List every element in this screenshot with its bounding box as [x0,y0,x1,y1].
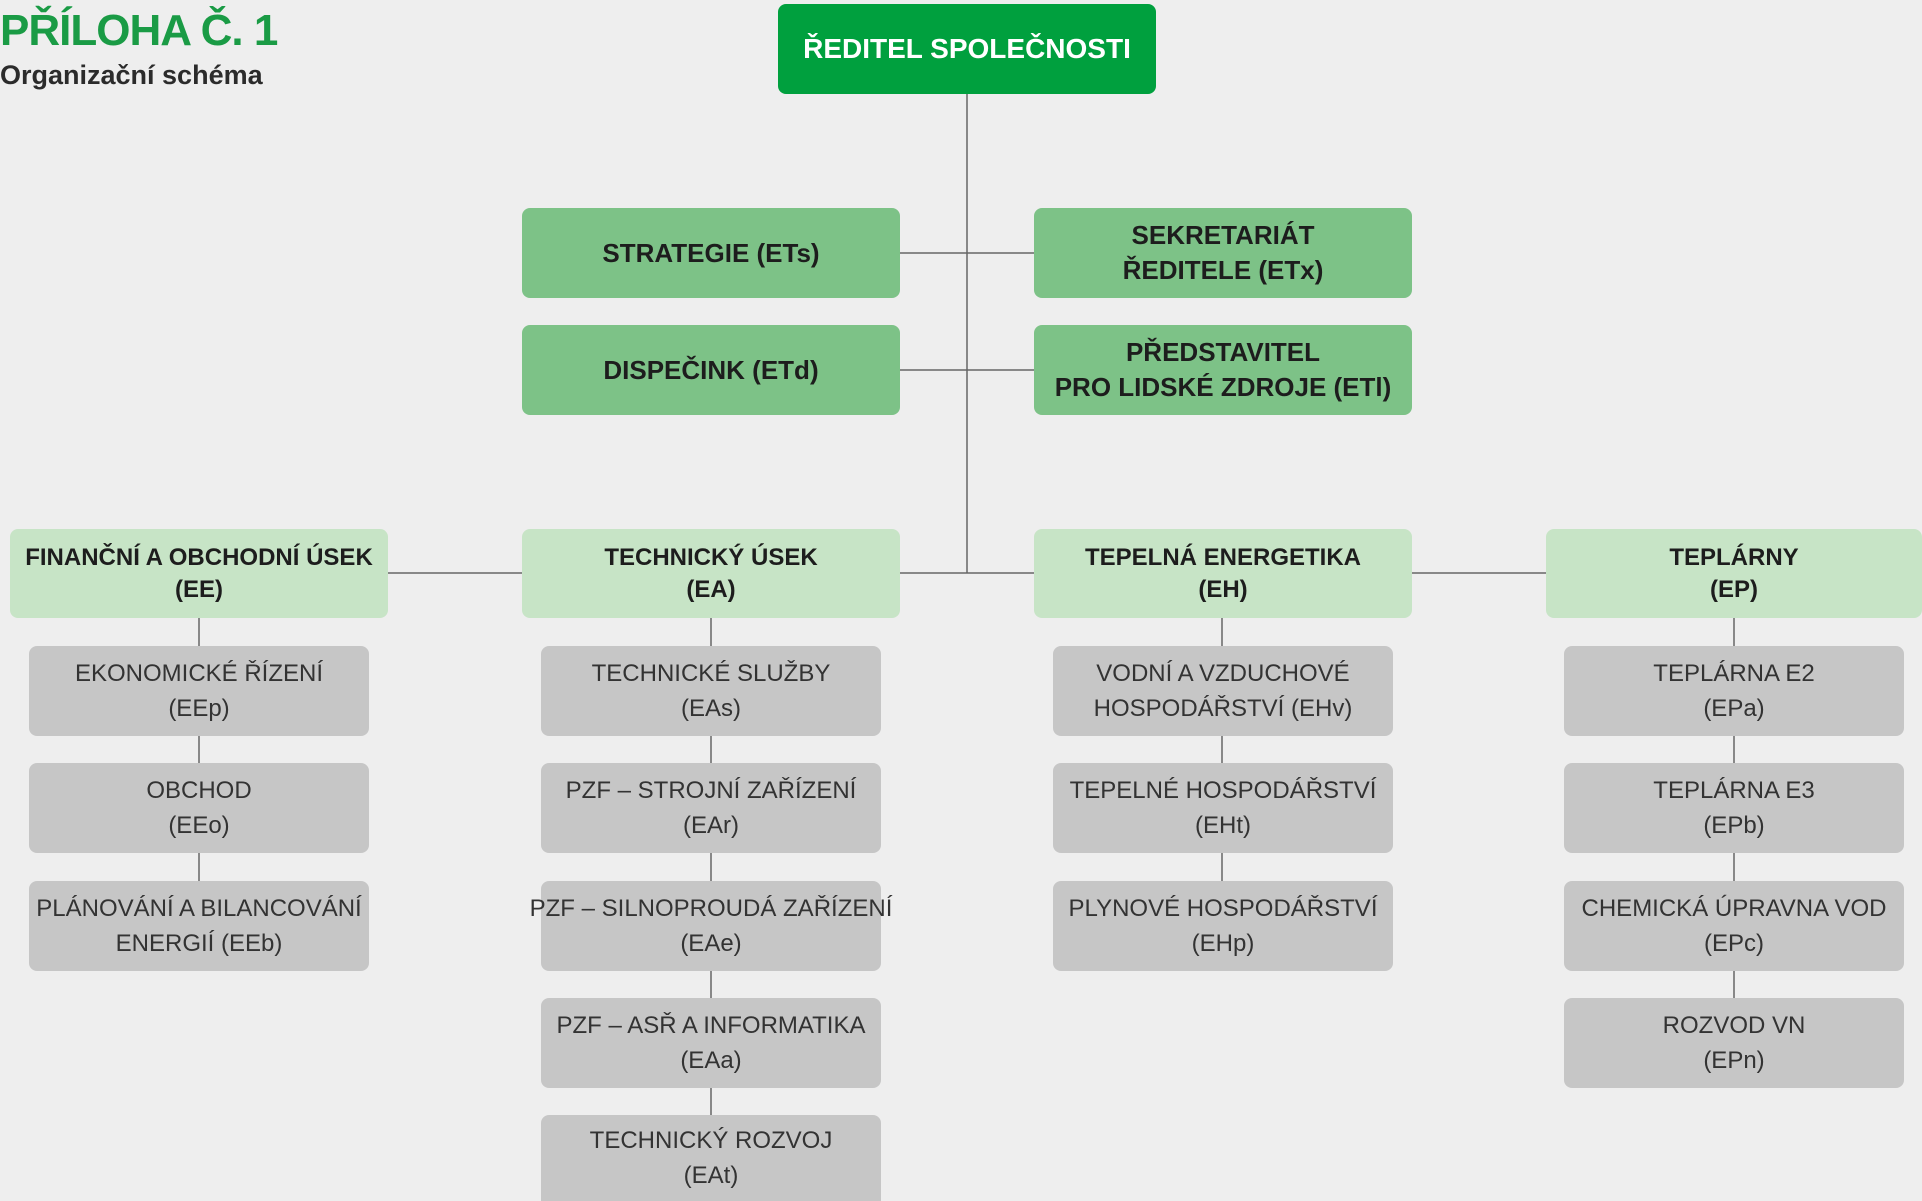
unit-line1: EKONOMICKÉ ŘÍZENÍ [74,660,324,687]
unit-line2: (EHp) [1191,930,1255,957]
unit-box [29,881,369,971]
unit-box [541,646,881,736]
box-director [778,4,1156,94]
unit-line1: VODNÍ A VZDUCHOVÉ [1096,660,1350,687]
box-director-label: ŘEDITEL SPOLEČNOSTI [803,33,1131,64]
unit-line2: (EPc) [1704,930,1764,957]
division-ea-line1: TECHNICKÝ ÚSEK [604,543,818,571]
unit-line2: (EHt) [1195,812,1251,839]
unit-line2: (EAr) [683,812,739,839]
box-division-eh [1034,529,1412,618]
unit-line2: (EAe) [680,930,742,957]
unit-line1: TEPLÁRNA E3 [1653,777,1815,804]
box-predstavitel [1034,325,1412,415]
unit-line1: TECHNICKÝ ROZVOJ [589,1127,833,1154]
box-strategie [522,208,900,298]
division-ep-line2: (EP) [1710,575,1758,603]
unit-line2: (EAa) [680,1047,742,1074]
division-ee-line1: FINANČNÍ A OBCHODNÍ ÚSEK [25,543,373,571]
unit-box [1564,998,1904,1088]
unit-line1: TEPELNÉ HOSPODÁŘSTVÍ [1069,777,1377,804]
unit-line1: TEPLÁRNA E2 [1653,660,1815,687]
unit-line1: PZF – ASŘ A INFORMATIKA [556,1012,866,1039]
page-subtitle: Organizační schéma [0,60,263,90]
unit-box [541,763,881,853]
unit-line2: (EEo) [168,812,230,839]
division-eh-line1: TEPELNÁ ENERGETIKA [1084,543,1362,571]
division-ep-line1: TEPLÁRNY [1669,543,1799,571]
box-division-ee [10,529,388,618]
unit-box [1564,881,1904,971]
unit-line2: (EPn) [1703,1047,1765,1074]
box-predstavitel-line2: PRO LIDSKÉ ZDROJE (ETl) [1054,372,1392,402]
box-sekretariat-line1: SEKRETARIÁT [1131,220,1315,250]
division-eh-line2: (EH) [1198,575,1248,603]
division-ea-line2: (EA) [686,575,736,603]
unit-box [541,998,881,1088]
unit-line1: TECHNICKÉ SLUŽBY [591,660,831,687]
unit-box [1564,646,1904,736]
box-dispecink [522,325,900,415]
unit-box [1053,763,1393,853]
unit-line2: ENERGIÍ (EEb) [115,930,283,957]
box-division-ea [522,529,900,618]
box-division-ep [1546,529,1922,618]
box-dispecink-label: DISPEČINK (ETd) [603,354,819,385]
unit-line1: ROZVOD VN [1662,1012,1806,1039]
unit-line2: HOSPODÁŘSTVÍ (EHv) [1093,695,1353,722]
unit-box [541,1115,881,1201]
box-sekretariat [1034,208,1412,298]
unit-line1: PLÁNOVÁNÍ A BILANCOVÁNÍ [36,895,362,922]
box-sekretariat-line2: ŘEDITELE (ETx) [1122,255,1324,285]
unit-box [529,881,893,971]
page-title: PŘÍLOHA Č. 1 [0,6,278,55]
unit-box [1564,763,1904,853]
unit-box [1053,646,1393,736]
unit-box [29,646,369,736]
unit-line2: (EAt) [683,1162,739,1189]
unit-line2: (EPa) [1703,695,1765,722]
unit-line1: PZF – STROJNÍ ZAŘÍZENÍ [565,777,857,804]
division-ee-line2: (EE) [175,575,223,603]
box-strategie-label: STRATEGIE (ETs) [602,237,820,268]
unit-box [29,763,369,853]
unit-line1: PZF – SILNOPROUDÁ ZAŘÍZENÍ [529,895,893,922]
unit-box [1053,881,1393,971]
unit-line1: OBCHOD [146,777,252,804]
unit-line1: CHEMICKÁ ÚPRAVNA VOD [1581,895,1887,922]
box-predstavitel-line1: PŘEDSTAVITEL [1125,337,1321,367]
unit-line2: (EAs) [681,695,741,722]
unit-line2: (EEp) [168,695,230,722]
unit-line1: PLYNOVÉ HOSPODÁŘSTVÍ [1068,895,1378,922]
unit-line2: (EPb) [1703,812,1765,839]
